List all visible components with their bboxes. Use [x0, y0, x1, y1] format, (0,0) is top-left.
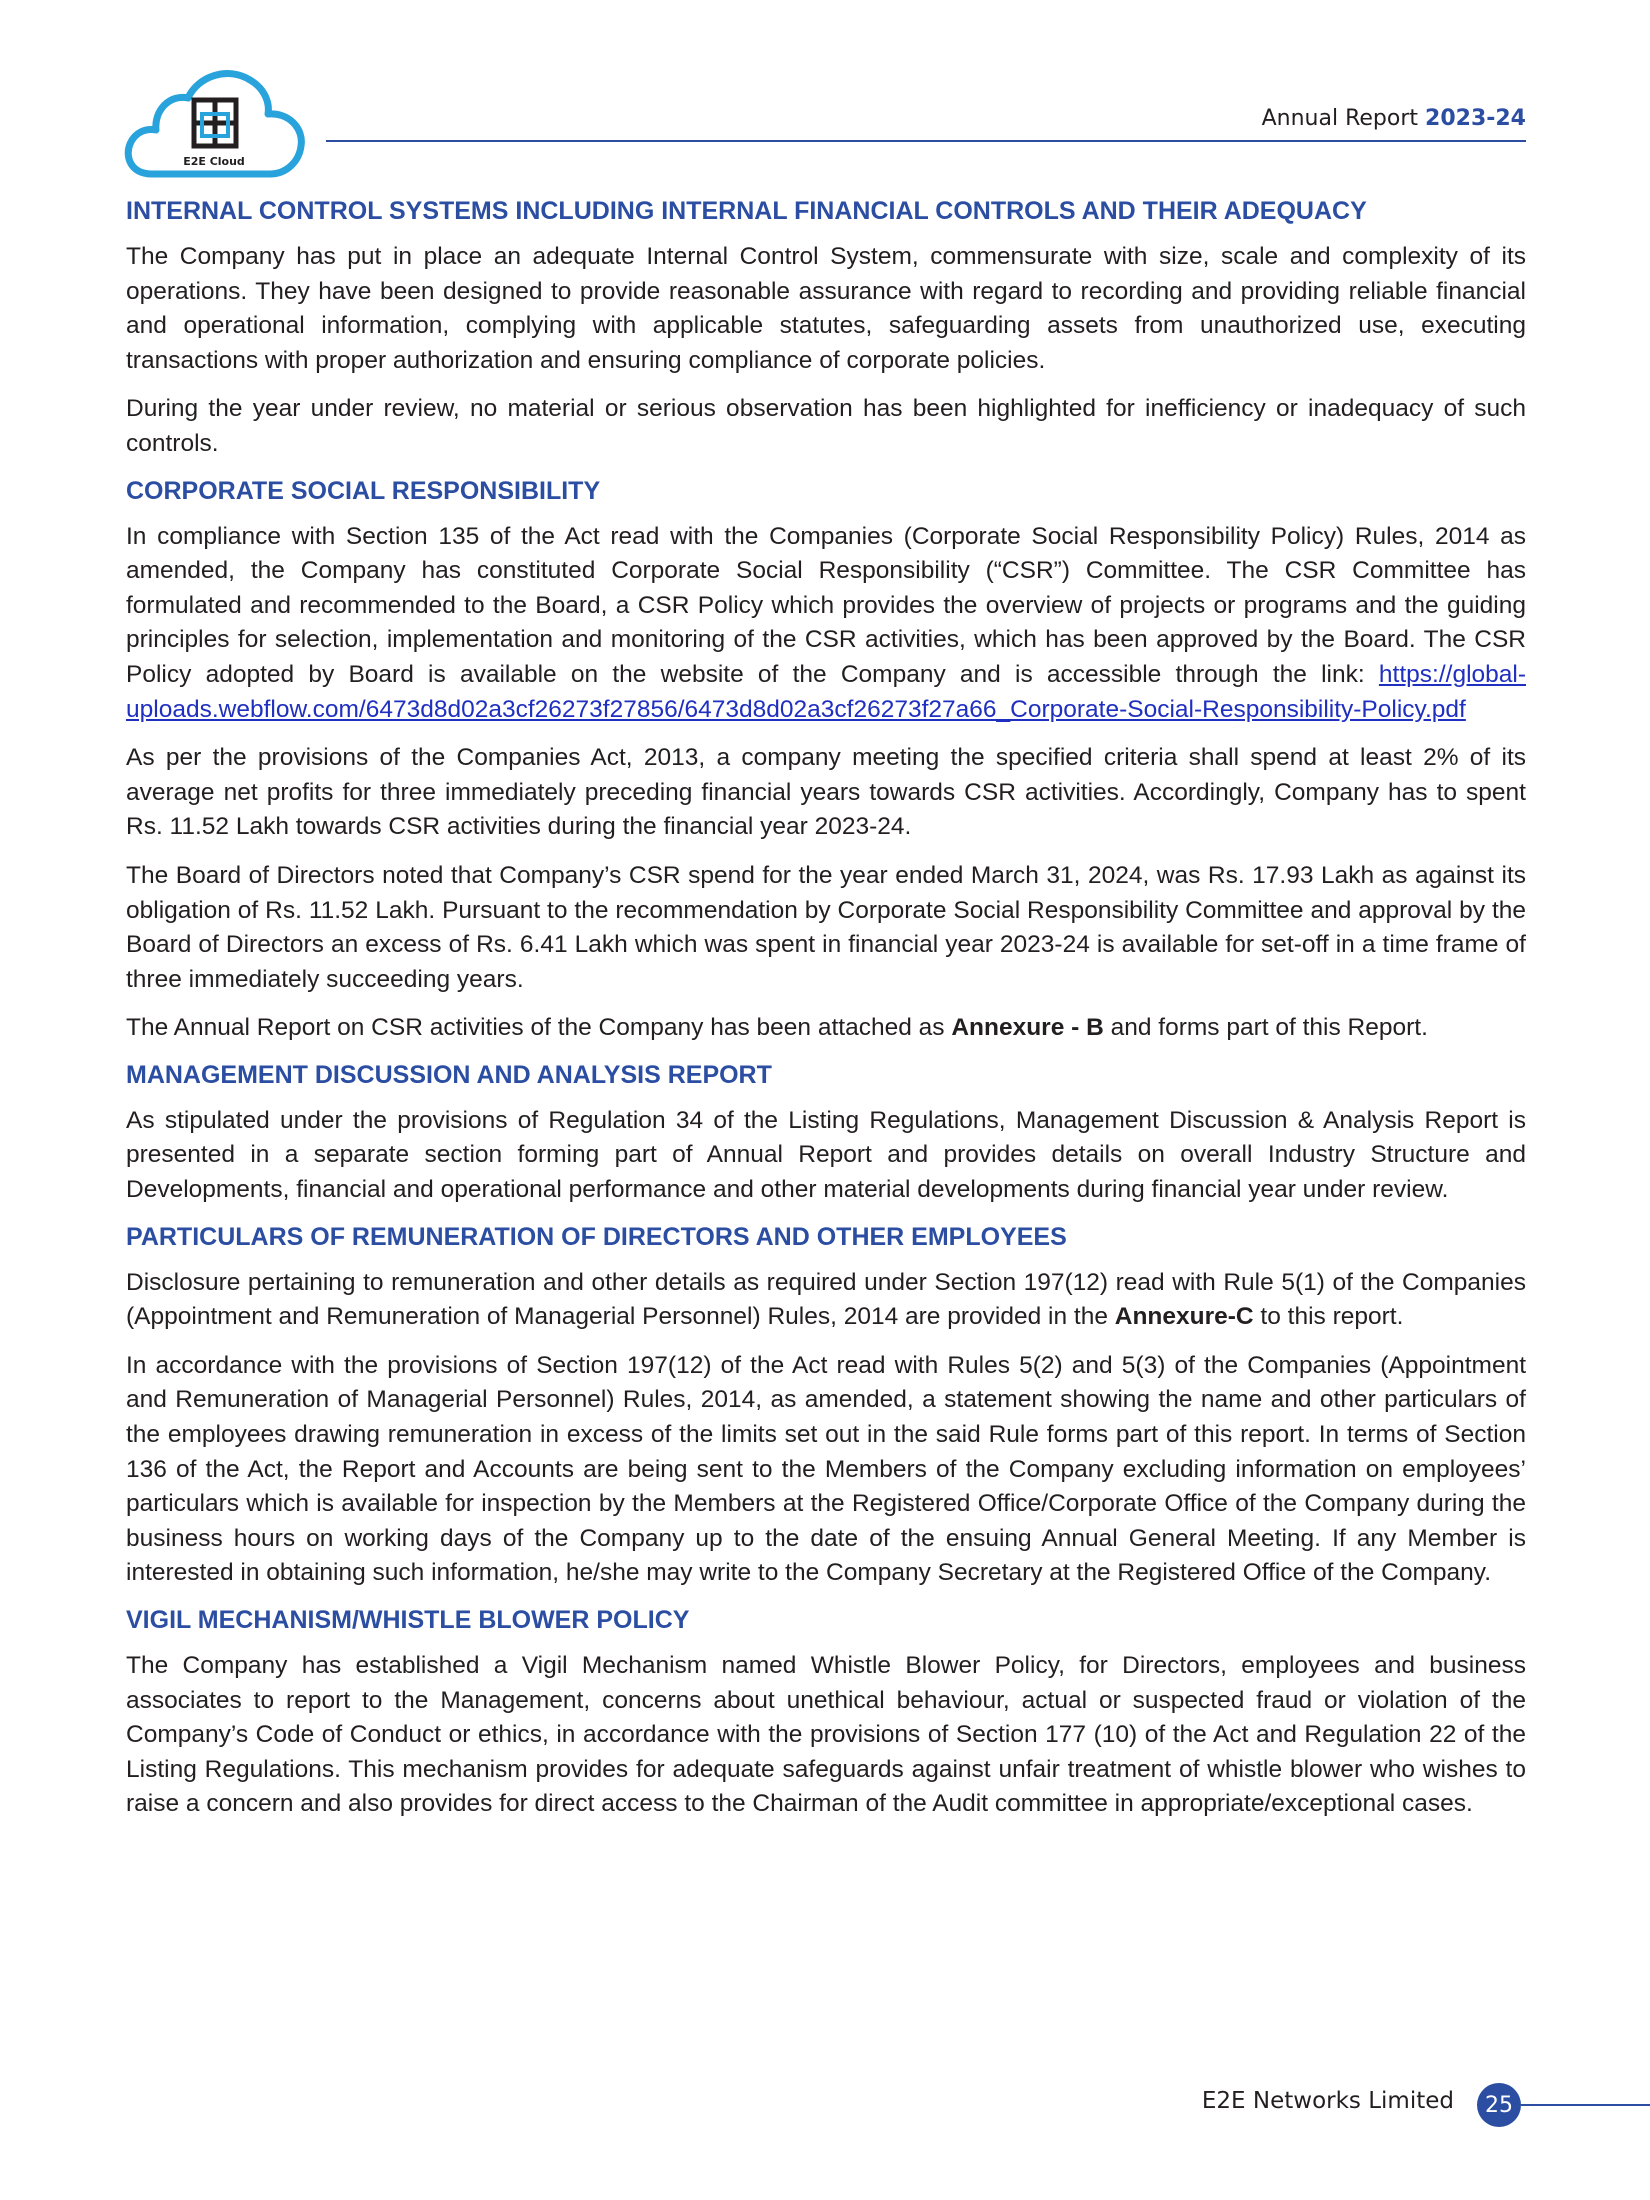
paragraph: The Company has put in place an adequate Internal Control System, commensurate with size, scale and complexity of its operations. They have been designed to provide reasonable assurance with regard to recording and providing reliable financial and operational information, complying with applicable statutes, safeguarding assets from unauthorized use, executing transactions with proper authorization and ensuring compliance of corporate policies. — [126, 243, 1526, 374]
page-content — [126, 196, 1526, 1836]
footer-company-name: E2E Networks Limited — [1201, 2088, 1454, 2114]
header-divider — [326, 140, 1526, 142]
page-number: 25 — [1477, 2083, 1521, 2127]
company-logo — [122, 58, 306, 180]
section-heading-vigil: VIGIL MECHANISM/WHISTLE BLOWER POLICY — [126, 1606, 690, 1634]
report-label: Annual Report — [1261, 106, 1419, 131]
paragraph: As per the provisions of the Companies Act, 2013, a company meeting the specified criteria shall spend at least 2% of its average net profits for three immediately preceding financial years towards CSR activities. Accordingly, Company has to spent Rs. 11.52 Lakh towards CSR activities during the financial year 2023-24. — [126, 744, 1526, 841]
section-heading-mda: MANAGEMENT DISCUSSION AND ANALYSIS REPORT — [126, 1060, 772, 1089]
paragraph-text: and forms part of this Report. — [1103, 1014, 1428, 1042]
section-heading-remuneration: PARTICULARS OF REMUNERATION OF DIRECTORS AND OTHER EMPLOYEES — [126, 1222, 1067, 1251]
paragraph: As stipulated under the provisions of Regulation 34 of the Listing Regulations, Management Discussion & Analysis Report is presented in a separate section forming part of Annual Report and provides details on overall Industry Structure and Developments, financial and operational performance and other material developments during financial year under review. — [126, 1106, 1526, 1204]
report-year: 2023-24 — [1425, 106, 1526, 131]
paragraph-text: The Annual Report on CSR activities of the Company has been attached as — [126, 1014, 952, 1042]
paragraph — [126, 520, 1526, 728]
paragraph-text: Disclosure pertaining to remuneration and other details as required under Section 197(12) read with Rule 5(1) of the Companies (Appointment and Remuneration of Managerial Personnel) Rules, 2014 are provided in the — [126, 1268, 1526, 1331]
logo-text: E2E Cloud — [183, 155, 245, 168]
section-heading-csr: CORPORATE SOCIAL RESPONSIBILITY — [126, 476, 601, 505]
paragraph-text: In compliance with Section 135 of the Act read with the Companies (Corporate Social Responsibility Policy) Rules, 2014 as amended, the Company has constituted Corporate Social Responsibility (“CSR”) Committee. The CSR Committee has formulated and recommended to the Board, a CSR Policy which provides the overview of projects or programs and the guiding principles for selection, implementation and monitoring of the CSR activities, which has been approved by the Board. The CSR Policy adopted by Board is available on the website of the Company and is accessible through the link: — [126, 522, 1526, 688]
annexure-c-label: Annexure-C — [1114, 1303, 1254, 1331]
csr-policy-link[interactable]: https://global-uploads.webflow.com/6473d8d02a3cf26273f27856/6473d8d02a3cf26273f27a66_Corporate-Social-Responsibility-Policy.pdf — [126, 660, 1526, 723]
annexure-b-label: Annexure - B — [951, 1014, 1104, 1042]
paragraph: During the year under review, no material or serious observation has been highlighted for inefficiency or inadequacy of such controls. — [126, 395, 1526, 457]
report-title — [1262, 106, 1526, 131]
footer-divider — [1521, 2104, 1650, 2106]
paragraph — [126, 1266, 1526, 1335]
paragraph: The Company has established a Vigil Mechanism named Whistle Blower Policy, for Directors, employees and business associates to report to the Management, concerns about unethical behaviour, actual or suspected fraud or violation of the Company’s Code of Conduct or ethics, in accordance with the provisions of Section 177 (10) of the Act and Regulation 22 of the Listing Regulations. This mechanism provides for adequate safeguards against unfair treatment of whistle blower who wishes to raise a concern and also provides for direct access to the Chairman of the Audit committee in appropriate/exceptional cases. — [126, 1652, 1526, 1818]
paragraph-text: to this report. — [1253, 1303, 1404, 1331]
paragraph: In accordance with the provisions of Section 197(12) of the Act read with Rules 5(2) and 5(3) of the Companies (Appointment and Remuneration of Managerial Personnel) Rules, 2014, as amended, a statement showing the name and other particulars of the employees drawing remuneration in excess of the limits set out in the said Rule forms part of this report. In terms of Section 136 of the Act, the Report and Accounts are being sent to the Members of the Company excluding information on employees’ particulars which is available for inspection by the Members at the Registered Office/Corporate Office of the Company during the business hours on working days of the Company up to the date of the ensuing Annual General Meeting. If any Member is interested in obtaining such information, he/she may write to the Company Secretary at the Registered Office of the Company. — [126, 1351, 1526, 1587]
section-heading-internal-control: INTERNAL CONTROL SYSTEMS INCLUDING INTERNAL FINANCIAL CONTROLS AND THEIR ADEQUACY — [126, 197, 1367, 225]
paragraph — [126, 1011, 1526, 1046]
paragraph: The Board of Directors noted that Company’s CSR spend for the year ended March 31, 2024, was Rs. 17.93 Lakh as against its obligation of Rs. 11.52 Lakh. Pursuant to the recommendation by Corporate Social Responsibility Committee and approval by the Board of Directors an excess of Rs. 6.41 Lakh which was spent in financial year 2023-24 is available for set-off in a time frame of three immediately succeeding years. — [126, 861, 1526, 993]
